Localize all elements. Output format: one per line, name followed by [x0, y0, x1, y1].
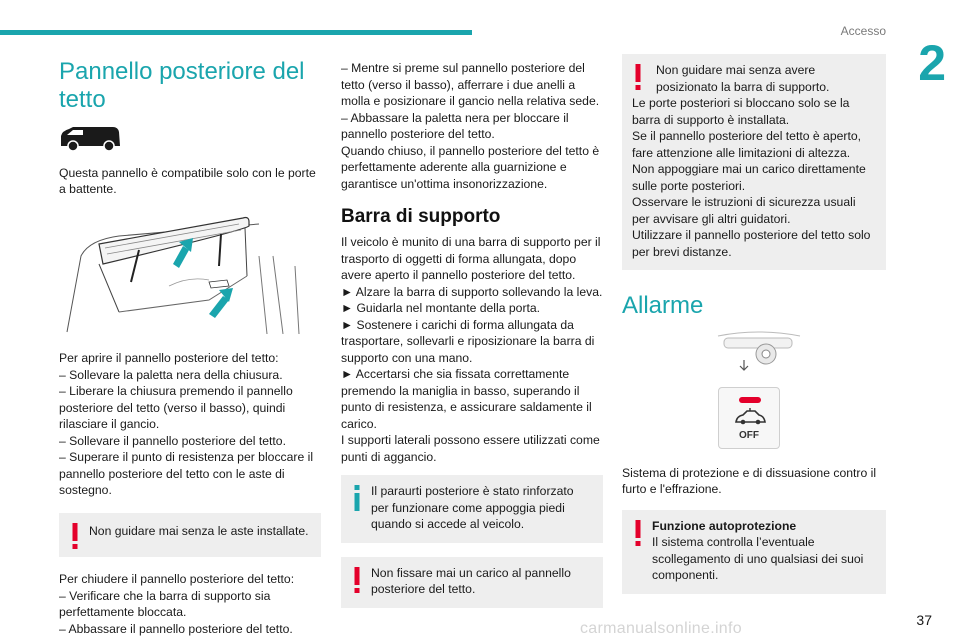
warning-line: Non appoggiare mai un carico direttamente sulle porte posteriori.	[632, 162, 866, 193]
support-bar-line: ► Alzare la barra di supporto sollevando la leva.	[341, 284, 603, 299]
warning-box	[622, 510, 886, 594]
watermark: carmanualsonline.info	[580, 620, 742, 637]
open-line: – Liberare la chiusura premendo il pannello posteriore del tetto (verso il basso), quindi rilasciare il gancio.	[59, 384, 293, 431]
open-line: – Sollevare il pannello posteriore del tetto.	[59, 433, 286, 448]
warning-box	[622, 54, 886, 270]
close-continued-line: Quando chiuso, il pannello posteriore del tetto è perfettamente aderente alla guarnizione e garantisce un'ottima insonorizzazione.	[341, 143, 600, 191]
off-label: OFF	[739, 429, 759, 441]
support-bar-line: ► Sostenere i carichi di forma allungata da trasportare, sollevarli e riposizionare la barra di supporto con una mano.	[341, 317, 595, 365]
warning-line: Non guidare mai senza avere posizionato la barra di supporto.	[656, 63, 830, 94]
support-bar-line: Il veicolo è munito di una barra di supporto per il trasporto di oggetti di forma allungata, dopo avere aperto il pannello posteriore del tetto.	[341, 235, 601, 282]
van-icon	[59, 124, 321, 157]
info-text: Il paraurti posteriore è stato rinforzato per funzionare come appoggia piedi quando si accede al veicolo.	[371, 484, 574, 531]
top-accent-bar	[0, 30, 472, 35]
close-continued-line: – Abbassare la paletta nera per bloccare il pannello posteriore del tetto.	[341, 110, 569, 141]
self-protect-text: Il sistema controlla l’eventuale scollegamento di uno qualsiasi dei suoi componenti.	[652, 535, 864, 582]
alarm-description: Sistema di protezione e di dissuasione contro il furto e l'effrazione.	[622, 465, 877, 496]
chapter-number: 2	[918, 35, 946, 91]
roof-panel-illustration	[59, 216, 321, 339]
column-1	[59, 52, 321, 637]
info-icon	[351, 483, 363, 513]
red-indicator-light	[739, 397, 761, 403]
warning-line: Le porte posteriori si bloccano solo se la barra di supporto è installata.	[632, 96, 850, 127]
warning-exclamation-icon	[351, 565, 363, 595]
warning-exclamation-icon	[69, 521, 81, 551]
alarm-title: Allarme	[622, 292, 704, 319]
warning-line: Se il pannello posteriore del tetto è aperto, fare attenzione alle limitazioni di altezza.	[632, 129, 862, 160]
intro-text: Questa pannello è compatibile solo con le porte a battente.	[59, 165, 316, 196]
open-instructions	[59, 350, 321, 499]
close-continued-line: – Mentre si preme sul pannello posteriore del tetto (verso il basso), afferrare i due anelli a molla e posizionare il gancio nella relativa sede.	[341, 61, 600, 108]
close-instructions	[59, 571, 321, 637]
close-line: – Verificare che la barra di supporto sia perfettamente bloccata.	[59, 588, 271, 619]
alarm-off-button[interactable]	[718, 387, 780, 449]
open-line: – Superare il punto di resistenza per bloccare il pannello posteriore del tetto con le aste di sostegno.	[59, 450, 314, 497]
running-head: Accesso	[840, 24, 886, 38]
support-bar-line: ► Accertarsi che sia fissata correttamente premendo la maniglia in basso, superando il punto di resistenza, e assicurare saldamente il carico.	[341, 367, 592, 431]
self-protect-title: Funzione autoprotezione	[652, 518, 797, 533]
interior-mirror-illustration	[714, 330, 886, 381]
open-line: Per aprire il pannello posteriore del tetto:	[59, 351, 279, 365]
support-bar-title: Barra di supporto	[341, 206, 501, 227]
close-line: Per chiudere il pannello posteriore del tetto:	[59, 572, 295, 586]
warning-box	[341, 557, 603, 608]
close-line: – Abbassare il pannello posteriore del tetto.	[59, 621, 293, 636]
warning-exclamation-icon	[632, 518, 644, 548]
warning-line: Osservare le istruzioni di sicurezza usuali per avvisare gli altri guidatori.	[632, 195, 856, 226]
warning-exclamation-icon	[632, 62, 644, 92]
open-line: – Sollevare la paletta nera della chiusura.	[59, 367, 283, 382]
warning-box	[59, 513, 321, 558]
page-number: 37	[916, 612, 932, 628]
section-title: Pannello posteriore del tetto	[59, 58, 305, 113]
column-2	[341, 60, 603, 620]
column-3	[622, 54, 886, 606]
warning-text: Non fissare mai un carico al pannello posteriore del tetto.	[371, 565, 571, 596]
warning-text: Non guidare mai senza le aste installate.	[89, 523, 309, 538]
info-box	[341, 475, 603, 543]
support-bar-line: I supporti laterali possono essere utilizzati come punti di aggancio.	[341, 433, 600, 464]
warning-line: Utilizzare il pannello posteriore del tetto solo per brevi distanze.	[632, 228, 871, 259]
support-bar-line: ► Guidarla nel montante della porta.	[341, 301, 541, 315]
